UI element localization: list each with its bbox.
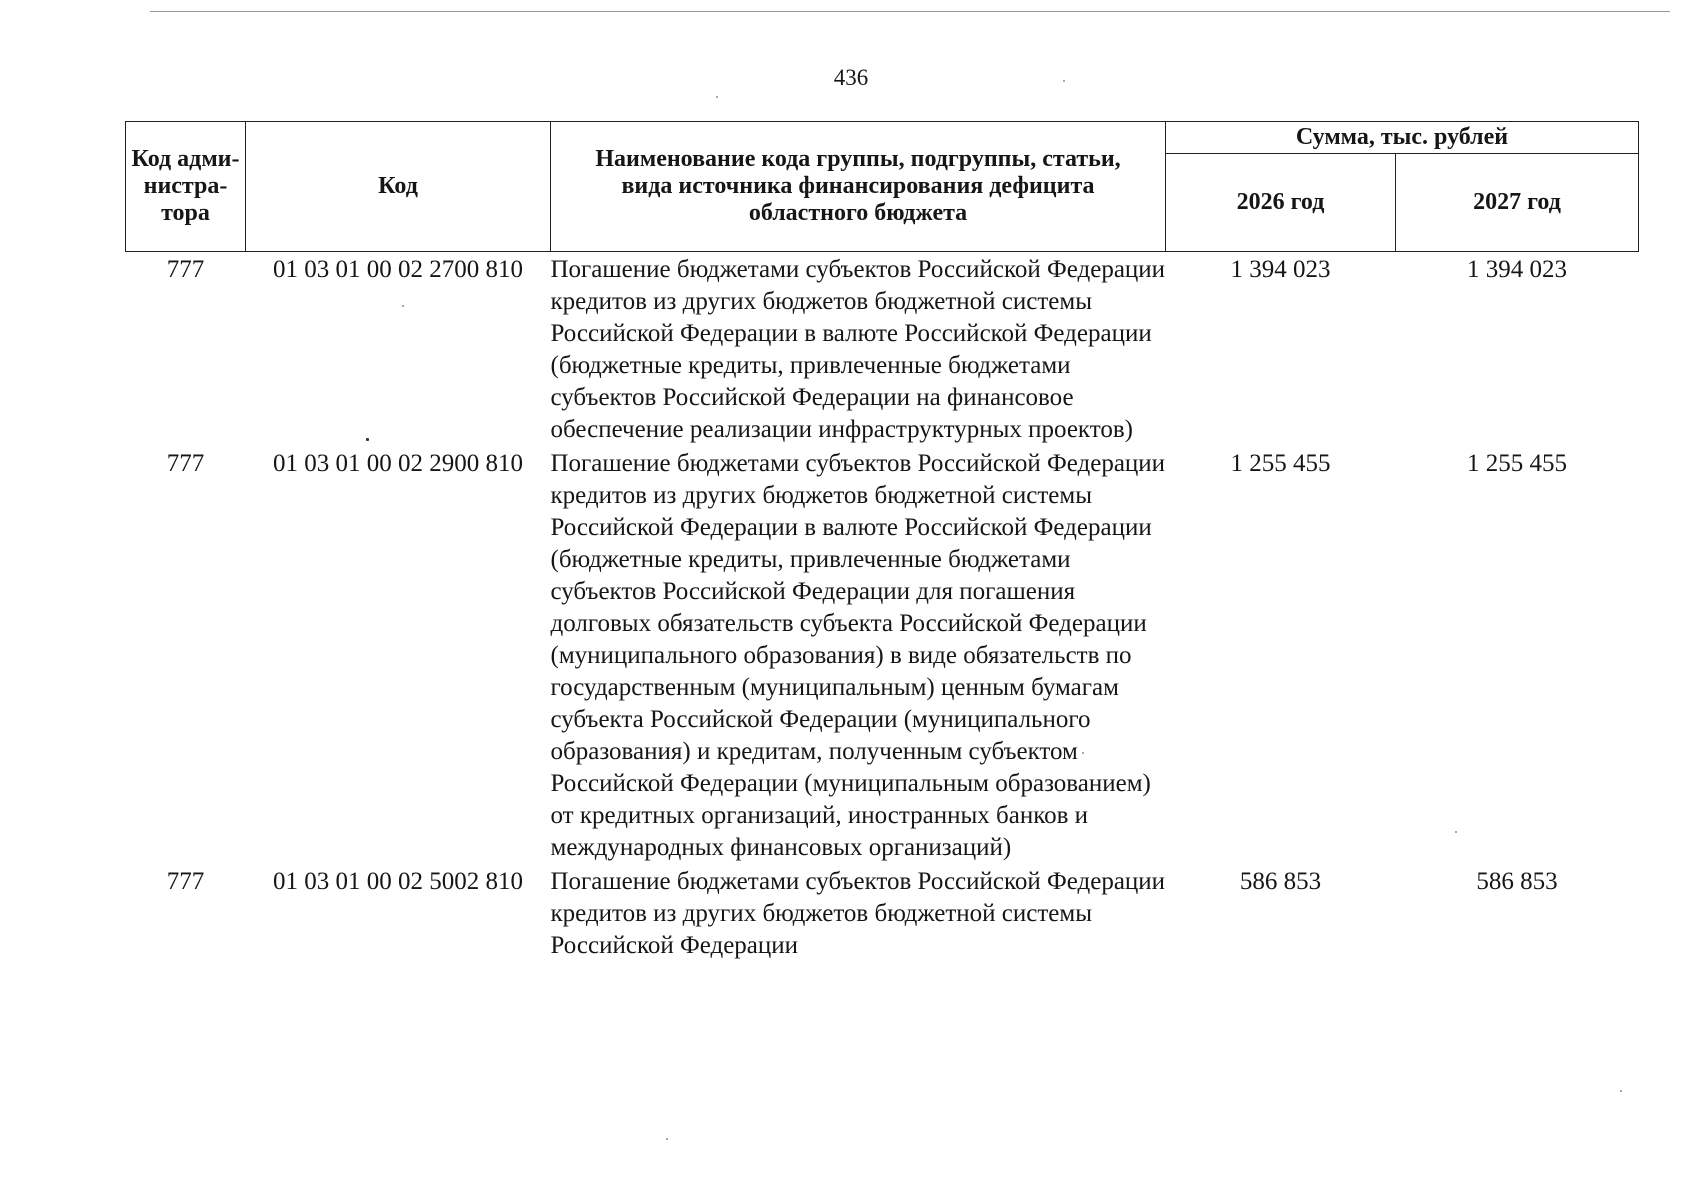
budget-table — [125, 121, 1639, 962]
header-sum-group: Сумма, тыс. рублей — [1166, 122, 1639, 154]
sum-2027-cell: 1 394 023 — [1467, 256, 1567, 283]
admin-code-cell: 777 — [166, 868, 205, 895]
table-row — [126, 252, 1639, 447]
page-number: 436 — [833, 65, 869, 90]
admin-code-cell: 777 — [166, 256, 205, 283]
code-cell: 01 03 01 00 02 5002 810 — [273, 868, 523, 895]
sum-2026-cell: 586 853 — [1239, 868, 1322, 895]
scan-speck — [366, 438, 369, 441]
sum-2026-cell: 1 255 455 — [1230, 450, 1331, 477]
sum-2026-cell: 1 394 023 — [1230, 256, 1331, 283]
scan-speck — [1082, 752, 1084, 754]
scan-speck — [1063, 80, 1065, 82]
name-cell: Погашение бюджетами субъектов Российской Федерации кредитов из других бюджетов бюджетной системы Российской Федерации — [550, 868, 1166, 959]
scan-speck — [1455, 831, 1457, 833]
code-cell: 01 03 01 00 02 2900 810 — [273, 450, 523, 477]
scan-speck — [402, 305, 404, 307]
code-cell: 01 03 01 00 02 2700 810 — [273, 256, 523, 283]
name-cell: Погашение бюджетами субъектов Российской Федерации кредитов из других бюджетов бюджетной системы Российской Федерации в валюте Российской Федерации (бюджетные кредиты, привлеченные бюджетами субъектов Российской Федерации для погашения долговых обязательств субъекта Российской Федерации (муниципального образования) в виде обязательств по государственным (муниципальным) ценным бумагам субъекта Российской Федерации (муниципального образования) и кредитам, полученным субъектом Российской Федерации (муниципальным образованием) от кредитных организаций, иностранных банков и международных финансовых организаций) — [550, 450, 1166, 861]
header-row-top — [126, 122, 1639, 154]
sum-2027-cell: 586 853 — [1476, 868, 1558, 895]
scan-speck — [1620, 1090, 1622, 1092]
header-year-2027: 2027 год — [1396, 154, 1639, 252]
table-row — [126, 446, 1639, 864]
header-name: Наименование кода группы, подгруппы, статьи, вида источника финансирования дефицита областного бюджета — [551, 122, 1166, 252]
admin-code-cell: 777 — [166, 450, 205, 477]
header-year-2026: 2026 год — [1166, 154, 1396, 252]
header-admin-code: Код адми-нистра-тора — [126, 122, 246, 252]
table-row — [126, 864, 1639, 962]
table-body — [126, 252, 1639, 963]
table-header — [126, 122, 1639, 252]
name-cell: Погашение бюджетами субъектов Российской Федерации кредитов из других бюджетов бюджетной системы Российской Федерации в валюте Российской Федерации (бюджетные кредиты, привлеченные бюджетами субъектов Российской Федерации на финансовое обеспечение реализации инфраструктурных проектов) — [550, 256, 1166, 443]
scan-speck — [716, 96, 718, 98]
scan-edge-line — [150, 11, 1670, 12]
scan-speck — [666, 1138, 668, 1140]
header-code: Код — [246, 122, 551, 252]
sum-2027-cell: 1 255 455 — [1467, 450, 1567, 477]
